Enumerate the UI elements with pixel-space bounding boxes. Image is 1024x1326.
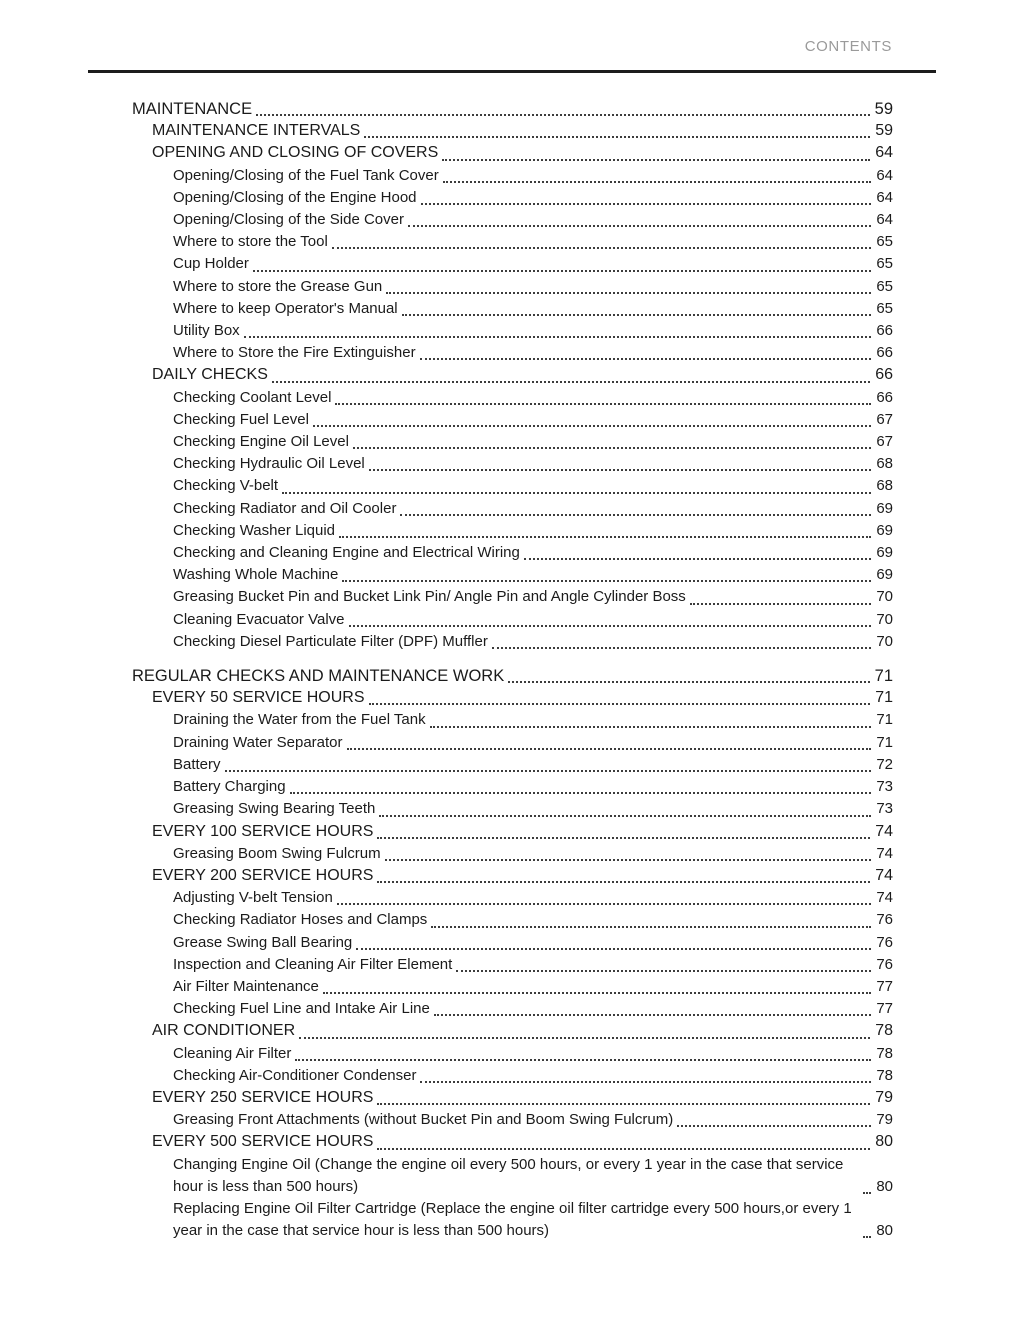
toc-entry bbox=[132, 631, 893, 653]
toc-entry bbox=[132, 431, 893, 453]
toc-entry-title: Checking and Cleaning Engine and Electrical Wiring bbox=[173, 544, 520, 562]
toc-entry bbox=[132, 976, 893, 998]
toc-entry bbox=[132, 887, 893, 909]
toc-leader-dots bbox=[349, 625, 872, 627]
toc-leader-dots bbox=[290, 792, 872, 794]
toc-section bbox=[132, 665, 893, 1242]
toc-entry-page: 66 bbox=[875, 366, 893, 384]
toc-entry-title: EVERY 500 SERVICE HOURS bbox=[152, 1133, 374, 1151]
toc-entry bbox=[132, 498, 893, 520]
toc-entry-title: Where to store the Grease Gun bbox=[173, 277, 383, 295]
toc-entry-page: 71 bbox=[874, 667, 893, 686]
toc-entry-page: 80 bbox=[875, 1133, 893, 1151]
toc-entry bbox=[132, 142, 893, 164]
toc-entry-page: 78 bbox=[876, 1066, 893, 1084]
toc-entry-title: Cleaning Evacuator Valve bbox=[173, 610, 345, 628]
toc-entry-title: Cleaning Air Filter bbox=[173, 1044, 292, 1062]
toc-entry-page: 70 bbox=[876, 588, 893, 606]
toc-entry bbox=[132, 542, 893, 564]
toc-leader-dots bbox=[430, 726, 872, 728]
toc-leader-dots bbox=[456, 970, 871, 972]
toc-entry-title: Checking Fuel Level bbox=[173, 410, 309, 428]
toc-entry bbox=[132, 687, 893, 709]
toc-entry-title: Draining the Water from the Fuel Tank bbox=[173, 711, 426, 729]
toc-leader-dots bbox=[282, 492, 871, 494]
toc-entry bbox=[132, 475, 893, 497]
toc-entry-title: Where to store the Tool bbox=[173, 233, 328, 251]
toc-entry-title: Greasing Bucket Pin and Bucket Link Pin/ Angle Pin and Angle Cylinder Boss bbox=[173, 588, 686, 606]
toc-entry-title: EVERY 50 SERVICE HOURS bbox=[152, 689, 365, 707]
toc-entry-page: 74 bbox=[876, 889, 893, 907]
toc-leader-dots bbox=[677, 1125, 871, 1127]
toc-entry-title: REGULAR CHECKS AND MAINTENANCE WORK bbox=[132, 667, 505, 686]
toc-entry-page: 74 bbox=[876, 844, 893, 862]
toc-entry-page: 69 bbox=[876, 499, 893, 517]
toc-entry-title: EVERY 100 SERVICE HOURS bbox=[152, 822, 374, 840]
toc-entry-title: Cup Holder bbox=[173, 255, 249, 273]
toc-leader-dots bbox=[337, 903, 871, 905]
toc-entry bbox=[132, 209, 893, 231]
toc-section bbox=[132, 98, 893, 653]
toc-entry-title: Replacing Engine Oil Filter Cartridge (Replace the engine oil filter cartridge every 500 hours,or every 1 year in the case that service hour is less than 500 hours) bbox=[173, 1199, 852, 1240]
toc-entry-title: Opening/Closing of the Side Cover bbox=[173, 211, 404, 229]
toc-entry bbox=[132, 1154, 893, 1198]
toc-entry-page: 64 bbox=[876, 188, 893, 206]
toc-entry-page: 78 bbox=[876, 1044, 893, 1062]
toc-entry bbox=[132, 1109, 893, 1131]
toc-entry-page: 70 bbox=[876, 632, 893, 650]
toc-entry-page: 68 bbox=[876, 455, 893, 473]
toc-leader-dots bbox=[690, 603, 872, 605]
toc-entry bbox=[132, 1087, 893, 1109]
toc-entry bbox=[132, 665, 893, 687]
toc-leader-dots bbox=[332, 247, 872, 249]
toc-entry bbox=[132, 1065, 893, 1087]
toc-entry-title: Draining Water Separator bbox=[173, 733, 343, 751]
toc-entry-title: AIR CONDITIONER bbox=[152, 1022, 296, 1040]
toc-leader-dots bbox=[272, 381, 870, 383]
toc-entry-title: Checking Hydraulic Oil Level bbox=[173, 455, 365, 473]
toc-entry-page: 74 bbox=[875, 822, 893, 840]
toc-leader-dots bbox=[369, 703, 871, 705]
toc-entry-page: 80 bbox=[876, 1222, 893, 1240]
toc-entry-page: 59 bbox=[874, 100, 893, 118]
toc-entry-title: Utility Box bbox=[173, 322, 240, 340]
toc-entry bbox=[132, 843, 893, 865]
toc-leader-dots bbox=[256, 114, 870, 116]
toc-entry-title: Opening/Closing of the Fuel Tank Cover bbox=[173, 166, 439, 184]
toc-leader-dots bbox=[299, 1037, 870, 1039]
toc-entry bbox=[132, 453, 893, 475]
toc-entry-page: 79 bbox=[876, 1111, 893, 1129]
toc-entry-title: EVERY 200 SERVICE HOURS bbox=[152, 866, 374, 884]
toc-leader-dots bbox=[421, 203, 872, 205]
toc-leader-dots bbox=[431, 926, 871, 928]
toc-entry-page: 78 bbox=[875, 1022, 893, 1040]
toc-entry-title: Checking Fuel Line and Intake Air Line bbox=[173, 1000, 430, 1018]
toc-entry-title: Air Filter Maintenance bbox=[173, 977, 319, 995]
toc-entry-page: 67 bbox=[876, 410, 893, 428]
toc-entry-title: Checking Air-Conditioner Condenser bbox=[173, 1066, 417, 1084]
toc-entry-page: 77 bbox=[876, 1000, 893, 1018]
toc-leader-dots bbox=[379, 815, 871, 817]
toc-entry-page: 72 bbox=[876, 755, 893, 773]
toc-entry bbox=[132, 298, 893, 320]
toc-entry bbox=[132, 709, 893, 731]
toc-entry bbox=[132, 821, 893, 843]
toc-leader-dots bbox=[225, 770, 872, 772]
toc-entry-page: 66 bbox=[876, 344, 893, 362]
toc-leader-dots bbox=[402, 314, 872, 316]
toc-leader-dots bbox=[253, 270, 871, 272]
toc-entry-page: 65 bbox=[876, 255, 893, 273]
toc-entry bbox=[132, 776, 893, 798]
toc-leader-dots bbox=[335, 403, 871, 405]
toc-leader-dots bbox=[385, 859, 872, 861]
toc-entry-title: Checking V-belt bbox=[173, 477, 279, 495]
toc-entry bbox=[132, 276, 893, 298]
toc-entry bbox=[132, 165, 893, 187]
toc-leader-dots bbox=[863, 1236, 871, 1238]
toc-entry bbox=[132, 586, 893, 608]
toc-entry bbox=[132, 187, 893, 209]
toc-entry-title: Greasing Front Attachments (without Bucket Pin and Boom Swing Fulcrum) bbox=[173, 1111, 674, 1129]
toc-leader-dots bbox=[442, 159, 870, 161]
table-of-contents bbox=[132, 73, 893, 1242]
toc-entry-title: Checking Engine Oil Level bbox=[173, 433, 349, 451]
toc-leader-dots bbox=[244, 336, 872, 338]
toc-leader-dots bbox=[295, 1059, 871, 1061]
toc-leader-dots bbox=[339, 536, 871, 538]
toc-entry-page: 74 bbox=[875, 866, 893, 884]
toc-leader-dots bbox=[420, 1081, 871, 1083]
toc-entry-title: Washing Whole Machine bbox=[173, 566, 339, 584]
toc-entry-page: 59 bbox=[875, 122, 893, 140]
toc-leader-dots bbox=[377, 1103, 870, 1105]
toc-entry-title: Checking Radiator and Oil Cooler bbox=[173, 499, 397, 517]
toc-entry-title: Checking Radiator Hoses and Clamps bbox=[173, 911, 428, 929]
contents-header-label: CONTENTS bbox=[804, 38, 892, 55]
toc-entry bbox=[132, 998, 893, 1020]
toc-entry-title: Checking Diesel Particulate Filter (DPF) Muffler bbox=[173, 632, 488, 650]
toc-leader-dots bbox=[408, 225, 871, 227]
toc-leader-dots bbox=[508, 681, 869, 683]
toc-entry-title: Greasing Swing Bearing Teeth bbox=[173, 800, 376, 818]
toc-entry-title: Checking Washer Liquid bbox=[173, 521, 336, 539]
toc-entry-title: OPENING AND CLOSING OF COVERS bbox=[152, 144, 439, 162]
toc-entry-title: Where to Store the Fire Extinguisher bbox=[173, 344, 416, 362]
toc-entry bbox=[132, 564, 893, 586]
toc-entry-page: 76 bbox=[876, 911, 893, 929]
toc-entry-title: Battery Charging bbox=[173, 778, 286, 796]
toc-leader-dots bbox=[863, 1192, 871, 1194]
toc-entry-title: Battery bbox=[173, 755, 221, 773]
toc-entry-page: 71 bbox=[876, 711, 893, 729]
toc-leader-dots bbox=[492, 647, 871, 649]
toc-leader-dots bbox=[377, 837, 870, 839]
toc-entry bbox=[132, 1020, 893, 1042]
toc-entry bbox=[132, 364, 893, 386]
toc-leader-dots bbox=[369, 469, 872, 471]
toc-entry-page: 69 bbox=[876, 566, 893, 584]
toc-entry bbox=[132, 98, 893, 120]
toc-entry bbox=[132, 520, 893, 542]
toc-entry-page: 76 bbox=[876, 955, 893, 973]
toc-entry-page: 64 bbox=[875, 144, 893, 162]
toc-entry bbox=[132, 231, 893, 253]
toc-entry-title: MAINTENANCE bbox=[132, 100, 253, 118]
toc-entry bbox=[132, 909, 893, 931]
toc-entry bbox=[132, 120, 893, 142]
toc-entry bbox=[132, 320, 893, 342]
toc-entry-page: 76 bbox=[876, 933, 893, 951]
toc-entry bbox=[132, 409, 893, 431]
toc-entry-title: Grease Swing Ball Bearing bbox=[173, 933, 353, 951]
toc-leader-dots bbox=[400, 514, 871, 516]
toc-entry-page: 71 bbox=[876, 733, 893, 751]
toc-entry-title: DAILY CHECKS bbox=[152, 366, 268, 384]
toc-entry bbox=[132, 609, 893, 631]
toc-entry-page: 70 bbox=[876, 610, 893, 628]
toc-entry bbox=[132, 865, 893, 887]
toc-entry-page: 69 bbox=[876, 544, 893, 562]
toc-entry-page: 65 bbox=[876, 299, 893, 317]
toc-entry-page: 66 bbox=[876, 388, 893, 406]
toc-entry bbox=[132, 387, 893, 409]
toc-entry-page: 66 bbox=[876, 322, 893, 340]
toc-entry-page: 68 bbox=[876, 477, 893, 495]
toc-entry-page: 79 bbox=[875, 1088, 893, 1106]
toc-leader-dots bbox=[347, 748, 872, 750]
toc-leader-dots bbox=[434, 1014, 871, 1016]
toc-entry bbox=[132, 798, 893, 820]
toc-leader-dots bbox=[353, 447, 871, 449]
toc-entry bbox=[132, 253, 893, 275]
toc-leader-dots bbox=[323, 992, 871, 994]
toc-entry bbox=[132, 1043, 893, 1065]
toc-entry bbox=[132, 342, 893, 364]
toc-leader-dots bbox=[356, 948, 871, 950]
toc-entry-page: 80 bbox=[876, 1177, 893, 1195]
toc-entry-title: MAINTENANCE INTERVALS bbox=[152, 122, 361, 140]
toc-entry-page: 64 bbox=[876, 166, 893, 184]
toc-entry bbox=[132, 1198, 893, 1242]
toc-leader-dots bbox=[377, 881, 870, 883]
toc-entry-page: 67 bbox=[876, 433, 893, 451]
toc-entry-title: Inspection and Cleaning Air Filter Element bbox=[173, 955, 453, 973]
toc-leader-dots bbox=[313, 425, 871, 427]
toc-entry-title: Checking Coolant Level bbox=[173, 388, 332, 406]
toc-leader-dots bbox=[524, 558, 871, 560]
toc-entry bbox=[132, 954, 893, 976]
toc-entry-title: Greasing Boom Swing Fulcrum bbox=[173, 844, 381, 862]
toc-entry-title: Opening/Closing of the Engine Hood bbox=[173, 188, 417, 206]
toc-entry-title: Where to keep Operator's Manual bbox=[173, 299, 398, 317]
toc-leader-dots bbox=[377, 1148, 870, 1150]
toc-entry-title: Adjusting V-belt Tension bbox=[173, 889, 333, 907]
toc-entry bbox=[132, 732, 893, 754]
toc-entry bbox=[132, 1131, 893, 1153]
toc-entry-page: 65 bbox=[876, 233, 893, 251]
toc-entry-title: EVERY 250 SERVICE HOURS bbox=[152, 1088, 374, 1106]
page-header bbox=[88, 0, 936, 73]
toc-entry-page: 65 bbox=[876, 277, 893, 295]
toc-entry bbox=[132, 932, 893, 954]
toc-entry-page: 73 bbox=[876, 778, 893, 796]
toc-leader-dots bbox=[386, 292, 871, 294]
toc-entry-page: 77 bbox=[876, 977, 893, 995]
toc-entry-page: 73 bbox=[876, 800, 893, 818]
toc-entry-page: 64 bbox=[876, 211, 893, 229]
toc-entry-page: 71 bbox=[875, 689, 893, 707]
toc-leader-dots bbox=[443, 181, 872, 183]
toc-leader-dots bbox=[364, 136, 870, 138]
toc-entry-title: Changing Engine Oil (Change the engine oil every 500 hours, or every 1 year in the case that service hour is less than 500 hours) bbox=[173, 1155, 844, 1195]
toc-leader-dots bbox=[420, 358, 872, 360]
toc-leader-dots bbox=[342, 580, 871, 582]
toc-entry-page: 69 bbox=[876, 521, 893, 539]
toc-entry bbox=[132, 754, 893, 776]
